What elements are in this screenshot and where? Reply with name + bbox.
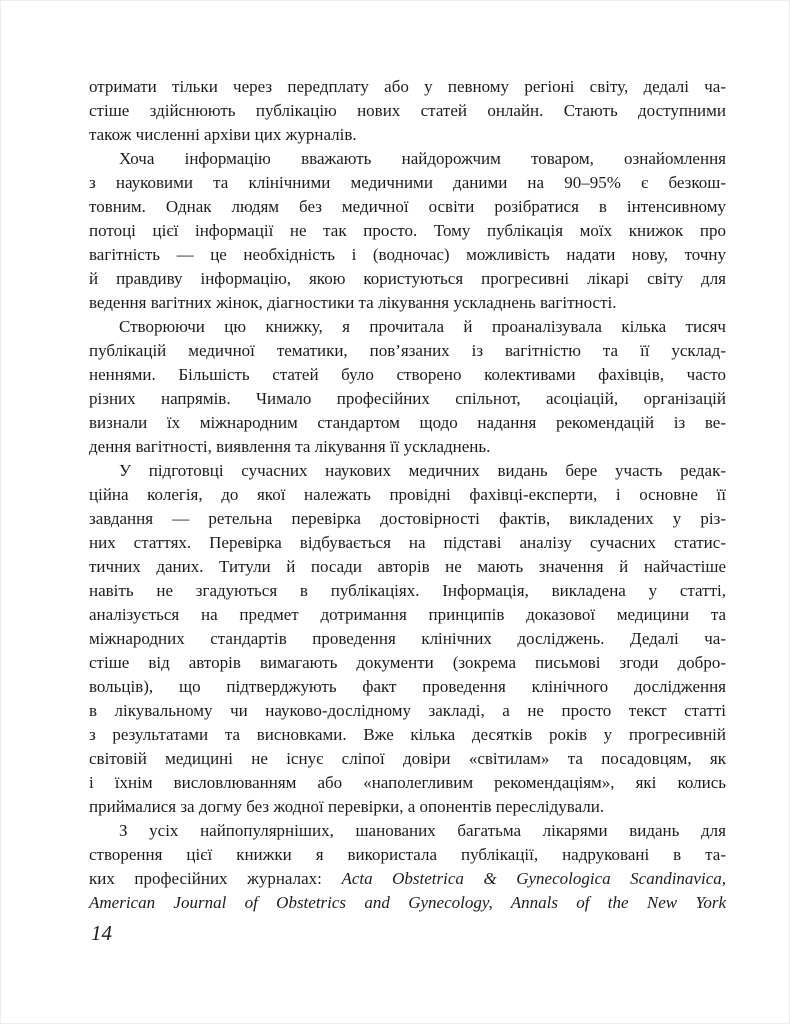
text-line-journals — [89, 867, 726, 891]
text-line: неннями. Більшість статей було створено колективами фахівців, часто — [89, 365, 726, 384]
paragraph — [89, 459, 726, 819]
text-line: стіше здійснюють публікацію нових статей онлайн. Стають доступними — [89, 101, 726, 120]
text-line: навіть не згадуються в публікаціях. Інформація, викладена у статті, — [89, 581, 726, 600]
text-line: тичних даних. Титули й посади авторів не мають значення й найчастіше — [89, 557, 726, 576]
text-line: різних напрямів. Чимало професійних спільнот, асоціацій, організацій — [89, 389, 726, 408]
text-line: також численні архіви цих журналів. — [89, 125, 357, 144]
text-line: вагітність — це необхідність і (водночас) можливість надати нову, точну — [89, 245, 726, 264]
text-line: приймалися за догму без жодної перевірки, а опонентів переслідували. — [89, 797, 605, 816]
paragraph — [89, 315, 726, 459]
text-line-journals: American Journal of Obstetrics and Gynecology, Annals of the New York — [89, 893, 726, 912]
page-number: 14 — [91, 921, 112, 945]
journal-line-prefix: ких професійних журналах: — [89, 869, 342, 888]
text-line: ведення вагітних жінок, діагностики та лікування ускладнень вагітності. — [89, 293, 617, 312]
text-line: створення цієї книжки я використала публікації, надруковані в та- — [89, 845, 726, 864]
text-line: вольців), що підтверджують факт проведення клінічного дослідження — [89, 677, 726, 696]
text-line: в лікувальному чи науково-дослідному закладі, а не просто текст статті — [89, 701, 726, 720]
text-line: стіше від авторів вимагають документи (зокрема письмові згоди добро- — [89, 653, 726, 672]
text-line: З усіх найпопулярніших, шанованих багатьма лікарями видань для — [119, 821, 726, 840]
text-line: потоці цієї інформації не так просто. Тому публікація моїх книжок про — [89, 221, 726, 240]
text-line: ційна колегія, до якої належать провідні фахівці-експерти, і основне її — [89, 485, 726, 504]
text-line: світовій медицині не існує сліпої довіри «світилам» та посадовцям, як — [89, 749, 726, 768]
text-line: й правдиву інформацію, якою користуються прогресивні лікарі світу для — [89, 269, 726, 288]
text-line: міжнародних стандартів проведення клінічних досліджень. Дедалі ча- — [89, 629, 726, 648]
paragraph — [89, 147, 726, 315]
text-line: товним. Однак людям без медичної освіти розібратися в інтенсивному — [89, 197, 726, 216]
body-text — [89, 75, 726, 915]
text-line: визнали їх міжнародним стандартом щодо надання рекомендацій із ве- — [89, 413, 726, 432]
text-line: отримати тільки через передплату або у певному регіоні світу, дедалі ча- — [89, 77, 726, 96]
text-line: і їхнім висловлюванням або «наполегливим рекомендаціям», які колись — [89, 773, 726, 792]
text-line: з результатами та висновками. Вже кілька десятків років у прогресивній — [89, 725, 726, 744]
text-line: Хоча інформацію вважають найдорожчим товаром, ознайомлення — [119, 149, 726, 168]
text-line: аналізується на предмет дотримання принципів доказової медицини та — [89, 605, 726, 624]
paragraph — [89, 75, 726, 147]
text-line: дення вагітності, виявлення та лікування її ускладнень. — [89, 437, 491, 456]
text-line: Створюючи цю книжку, я прочитала й проаналізувала кілька тисяч — [119, 317, 726, 336]
text-line: публікацій медичної тематики, пов’язаних із вагітністю та її усклад- — [89, 341, 726, 360]
text-line: з науковими та клінічними медичними даними на 90–95% є безкош- — [89, 173, 726, 192]
text-line: завдання — ретельна перевірка достовірності фактів, викладених у різ- — [89, 509, 726, 528]
journal-title: Acta Obstetrica & Gynecologica Scandinavica, — [341, 869, 726, 888]
text-line: них статтях. Перевірка відбувається на підставі аналізу сучасних статис- — [89, 533, 726, 552]
text-line: У підготовці сучасних наукових медичних видань бере участь редак- — [119, 461, 726, 480]
paragraph — [89, 819, 726, 915]
